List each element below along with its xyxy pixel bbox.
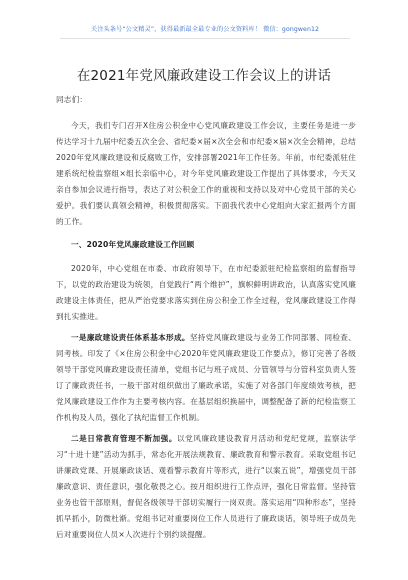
point-two-body: 以党风廉政建设教育月活动和党纪党规，监察法学习“十进十建”活动为抓手，常态化开展法规教育、廉政教育和警示教育。采取党组书记讲廉政党课、开展廉政谈话、观看警示教育片等形式，进行“以案五说”，增强党员干部廉政意识、责任意识，强化敬畏之心。按月组织进行工作点评，强化日常监督。坚持管业务也管干部原则，督促各级领导干部切实履行一岗双责。落实运用“四种形态”，坚持抓早抓小，防微杜渐。党组书记对重要岗位工作人员进行了廉政谈话，领导班子成员先后对重要岗位人员×人次进行个别约谈提醒。 (56, 434, 356, 539)
salutation: 同志们： (56, 95, 88, 104)
paragraph-overview: 2020年，中心党组在市委、市政府领导下，在市纪委派驻纪检监察组的监督指导下，以党的政治建设为统领，自觉践行“两个维护”，旗帜鲜明讲政治，认真落实党风廉政建设主体责任，把从严治党要求落实到住房公积金工作全过程，党风廉政建设工作得到扎实推进。 (56, 264, 356, 321)
point-two-lead: 二是日常教育管理不断加强。 (71, 434, 177, 443)
document-body (56, 92, 356, 543)
point-one-body: 坚持党风廉政建设与业务工作同部署、同检查、同考核。印发了《×住房公积金中心2020年党风廉政建设工作要点》，修订完善了各级领导干部党风廉政建设责任清单，党组书记与班子成员、分管领导与分管科室负责人签订了廉政责任书，一般干部对组织做出了廉政承诺，实施了对各部门年度绩效考核，把党风廉政建设工作作为主要考核内容。在基层组织换届中，调整配备了新的纪检监察工作机构及人员，强化了执纪监督工作机制。 (56, 333, 357, 422)
paragraph-point-one (56, 330, 356, 426)
document-title: 在2021年党风廉政建设工作会议上的讲话 (76, 68, 332, 84)
paragraph-intro: 今天，我们专门召开X住房公积金中心党风廉政建设工作会议，主要任务是进一步传达学习十九届中纪委五次全会、省纪委×届×次全会和市纪委×届×次全会精神，总结2020年党风廉政建设和反腐败工作，安排部署2021年工作任务。年前，市纪委派驻住建系统纪检监察组×组长亲临中心，对今年党风廉政建设工作提出了具体要求，今天又亲自参加会议进行指导，表达了对公积金工作的重视和支持以及对中心党员干部的关心爱护。我们要认真领会精神，积极贯彻落实。下面我代表中心党组向大家汇报两个方面的工作。 (56, 121, 356, 226)
point-one-lead: 一是廉政建设责任体系基本形成。 (71, 333, 190, 342)
top-divider (60, 38, 350, 39)
top-banner[interactable]: 关注头条号“公文精灵”，获得最新最全最专业的公文资料库！ 微信：gongwen12 (90, 26, 320, 33)
section-heading-review: 一、2020年党风廉政建设工作回顾 (71, 240, 195, 249)
paragraph-point-two (56, 431, 356, 543)
